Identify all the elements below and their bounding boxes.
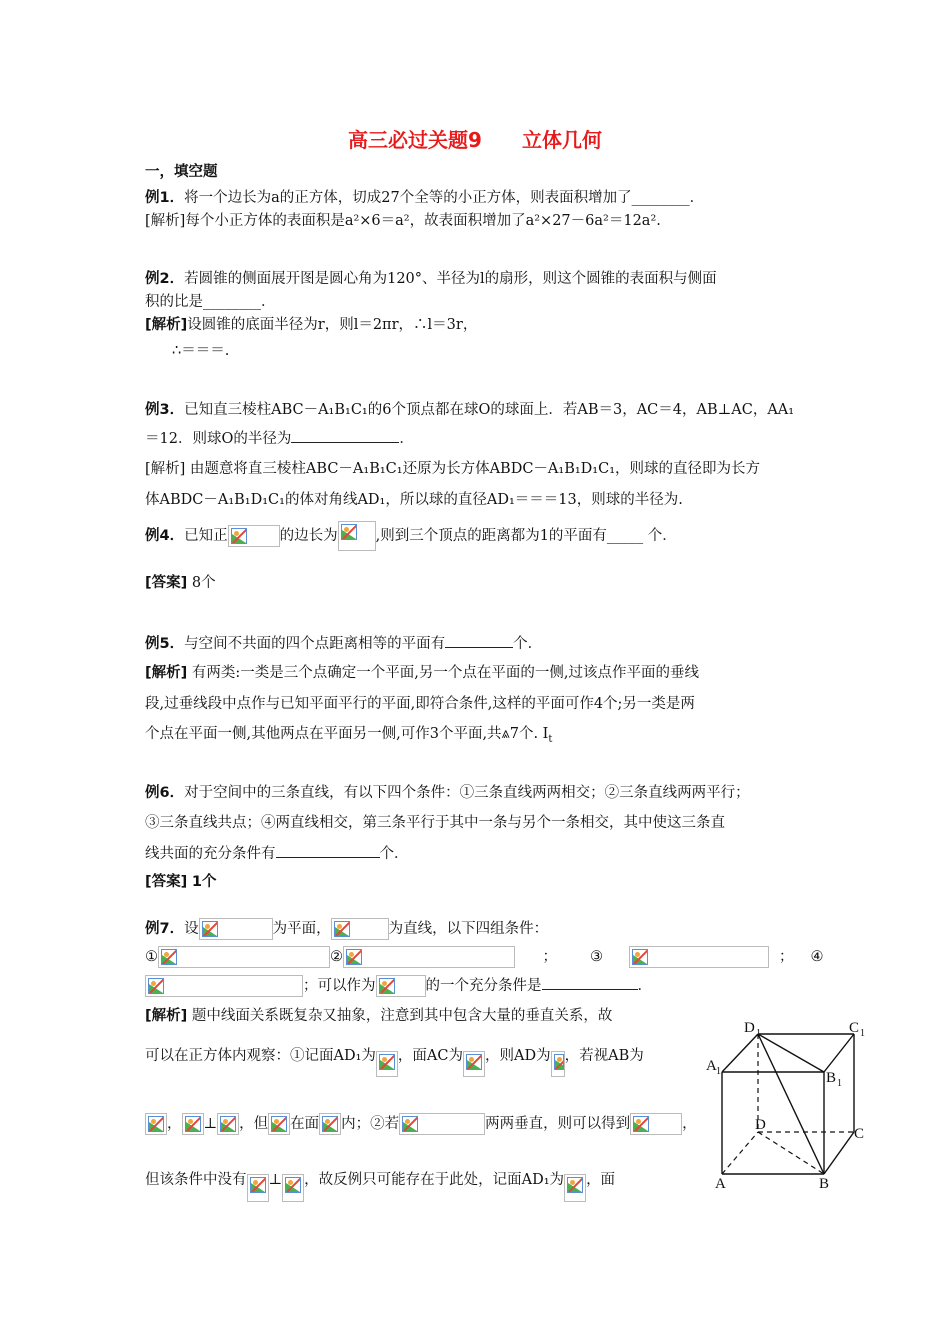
example-3-question-line2 bbox=[145, 428, 414, 449]
label-c: C bbox=[854, 1126, 865, 1142]
example-5-text: 与空间不共面的四个点距离相等的平面有 bbox=[184, 636, 446, 652]
broken-image-icon bbox=[376, 975, 426, 997]
example-7-question-line1 bbox=[145, 918, 548, 940]
cube-diagram bbox=[700, 1010, 880, 1195]
label-c1: C bbox=[849, 1020, 860, 1036]
example-5-solution-text-3: 个点在平面一侧,其他两点在平面另一侧,可作3个平面,共⩓7个. I bbox=[145, 726, 549, 742]
broken-image-icon bbox=[268, 1113, 290, 1135]
subscript: 1 bbox=[860, 1028, 865, 1039]
example-7-text-2: 为平面， bbox=[272, 921, 331, 937]
example-3-text-1: 已知直三棱柱ABC－A₁B₁C₁的6个顶点都在球O的球面上．若AB＝3，AC＝4，AB⊥AC，AA₁ bbox=[184, 402, 795, 418]
broken-image-icon bbox=[629, 946, 769, 968]
solution-label: [解析] bbox=[145, 317, 188, 333]
answer-value: 1个 bbox=[191, 874, 217, 890]
answer-blank bbox=[445, 633, 513, 648]
solution-text: 可以在正方体内观察：①记面AD₁为 bbox=[145, 1048, 376, 1064]
example-2-solution-line2: ∴＝＝＝. bbox=[172, 343, 230, 359]
example-3-question-line1 bbox=[145, 400, 794, 420]
broken-image-icon bbox=[217, 1113, 239, 1135]
example-2-solution-line1 bbox=[145, 315, 477, 335]
example-3-label: 例3． bbox=[145, 402, 185, 418]
answer-value: 8个 bbox=[191, 575, 216, 591]
period: ． bbox=[637, 978, 652, 994]
example-6-question-line3 bbox=[145, 843, 409, 864]
example-4-text-2: 的边长为 bbox=[279, 528, 338, 544]
example-3-solution-line2: 体ABDC－A₁B₁D₁C₁的体对角线AD₁，所以球的直径AD₁＝＝＝13，则球的半径为. bbox=[145, 492, 683, 508]
answer-label: [答案] bbox=[145, 874, 188, 890]
broken-image-icon bbox=[247, 1174, 269, 1202]
example-2-solution-text: 设圆锥的底面半径为r，则l＝2πr，∴l＝3r， bbox=[187, 317, 478, 333]
example-7-text-4: ；可以作为 bbox=[303, 978, 376, 994]
solution-text: 在面 bbox=[290, 1116, 320, 1132]
example-4-text-1: 已知正 bbox=[184, 528, 228, 544]
broken-image-icon bbox=[199, 918, 273, 940]
broken-image-icon bbox=[228, 525, 280, 547]
subscript: t bbox=[548, 733, 553, 745]
perpendicular-symbol: ⊥ bbox=[203, 1116, 218, 1132]
example-6-text-3: 线共面的充分条件有 bbox=[145, 846, 276, 862]
condition-3-marker: ③ bbox=[590, 949, 603, 965]
example-6-question-line2: ③三条直线共点；④两直线相交，第三条平行于其中一条与另个一条相交，其中使这三条直 bbox=[145, 815, 725, 831]
example-7-text-5: 的一个充分条件是 bbox=[425, 978, 542, 994]
example-5-text-end: 个． bbox=[513, 636, 543, 652]
example-5-question bbox=[145, 633, 542, 654]
answer-blank bbox=[542, 975, 638, 990]
example-3-text-2: ＝12．则球O的半径为 bbox=[145, 431, 292, 447]
broken-image-icon bbox=[343, 946, 515, 968]
example-2-question-line2: 积的比是________． bbox=[145, 294, 276, 310]
answer-blank bbox=[291, 428, 399, 443]
semicolon: ； bbox=[779, 949, 794, 965]
example-1-solution: [解析]每个小正方体的表面积是a²×6＝a²，故表面积增加了a²×27－6a²＝12a². bbox=[145, 213, 661, 229]
broken-image-icon bbox=[182, 1113, 204, 1135]
broken-image-icon bbox=[145, 975, 303, 997]
example-6-question-line1 bbox=[145, 783, 750, 803]
example-4-answer bbox=[145, 573, 216, 593]
example-6-answer bbox=[145, 872, 216, 892]
broken-image-icon bbox=[376, 1051, 398, 1077]
solution-text: ，则AD为 bbox=[485, 1048, 551, 1064]
subscript: 1 bbox=[756, 1028, 761, 1039]
example-2-question-line1 bbox=[145, 269, 717, 289]
label-a1: A bbox=[706, 1058, 717, 1074]
example-7-text-3: 为直线，以下四组条件： bbox=[388, 921, 549, 937]
answer-blank bbox=[276, 843, 380, 858]
broken-image-icon bbox=[564, 1174, 586, 1202]
label-d: D bbox=[755, 1117, 766, 1133]
example-7-solution-line4 bbox=[145, 1166, 615, 1194]
semicolon: ； bbox=[542, 949, 557, 965]
label-b1: B bbox=[826, 1070, 837, 1086]
example-5-solution-line1 bbox=[145, 663, 699, 683]
condition-1-marker: ① bbox=[145, 949, 158, 965]
subscript: 1 bbox=[716, 1066, 721, 1077]
solution-label: [解析] bbox=[145, 1008, 188, 1024]
example-5-solution-text-1: 有两类:一类是三个点确定一个平面,另一个点在平面的一侧,过该点作平面的垂线 bbox=[191, 665, 699, 681]
example-3-solution-line1: [解析] 由题意将直三棱柱ABC－A₁B₁C₁还原为长方体ABDC－A₁B₁D₁C₁，则球的直径即为长方 bbox=[145, 461, 761, 477]
page-title: 高三必过关题9 立体几何 bbox=[348, 128, 602, 152]
broken-image-icon bbox=[463, 1051, 485, 1077]
solution-text: ， bbox=[682, 1116, 697, 1132]
example-7-text-1: 设 bbox=[184, 921, 199, 937]
example-2-text-1: 若圆锥的侧面展开图是圆心角为120°、半径为l的扇形，则这个圆锥的表面积与侧面 bbox=[184, 271, 717, 287]
solution-text: ，但 bbox=[239, 1116, 269, 1132]
broken-image-icon bbox=[331, 918, 389, 940]
answer-label: [答案] bbox=[145, 575, 188, 591]
solution-text: ， bbox=[167, 1116, 182, 1132]
broken-image-icon bbox=[399, 1113, 485, 1135]
example-6-text-1: 对于空间中的三条直线，有以下四个条件：①三条直线两两相交；②三条直线两两平行； bbox=[184, 785, 750, 801]
example-5-solution-line2: 段,过垂线段中点作与已知平面平行的平面,即符合条件,这样的平面可作4个;另一类是两 bbox=[145, 696, 695, 712]
example-7-conditions-row1 bbox=[145, 946, 824, 968]
broken-image-icon bbox=[551, 1051, 565, 1077]
perpendicular-symbol: ⊥ bbox=[268, 1172, 283, 1188]
subscript: 1 bbox=[837, 1078, 842, 1089]
example-1-question bbox=[145, 188, 704, 208]
example-6-text-end: 个． bbox=[379, 846, 409, 862]
broken-image-icon bbox=[158, 946, 330, 968]
example-5-label: 例5． bbox=[145, 636, 185, 652]
period: ． bbox=[399, 431, 414, 447]
solution-text: 两两垂直，则可以得到 bbox=[485, 1116, 631, 1132]
solution-text: ，面AC为 bbox=[397, 1048, 463, 1064]
example-7-solution-line2 bbox=[145, 1043, 644, 1069]
solution-text: ，若视AB为 bbox=[564, 1048, 644, 1064]
example-2-label: 例2． bbox=[145, 271, 185, 287]
example-1-label: 例1． bbox=[145, 190, 185, 206]
example-7-question-line3 bbox=[145, 975, 652, 997]
solution-label: [解析] bbox=[145, 665, 188, 681]
example-7-solution-text-1: 题中线面关系既复杂又抽象，注意到其中包含大量的垂直关系，故 bbox=[191, 1008, 613, 1024]
example-7-solution-line1 bbox=[145, 1006, 612, 1026]
label-d1: D bbox=[744, 1020, 755, 1036]
label-b: B bbox=[819, 1176, 830, 1192]
broken-image-icon bbox=[145, 1113, 167, 1135]
condition-4-marker: ④ bbox=[810, 949, 824, 965]
solution-text: ，面 bbox=[586, 1172, 616, 1188]
example-4-label: 例4． bbox=[145, 528, 185, 544]
example-5-solution-line3 bbox=[145, 724, 552, 750]
example-6-label: 例6． bbox=[145, 785, 185, 801]
broken-image-icon bbox=[630, 1113, 682, 1135]
section-heading: 一，填空题 bbox=[145, 164, 218, 180]
solution-text: ，故反例只可能存在于此处，记面AD₁为 bbox=[304, 1172, 565, 1188]
solution-text: 内；②若 bbox=[341, 1116, 400, 1132]
broken-image-icon bbox=[338, 521, 376, 551]
broken-image-icon bbox=[319, 1113, 341, 1135]
example-1-text: 将一个边长为a的正方体，切成27个全等的小正方体，则表面积增加了________． bbox=[184, 190, 705, 206]
label-a: A bbox=[715, 1176, 726, 1192]
example-7-solution-line3 bbox=[145, 1113, 697, 1135]
broken-image-icon bbox=[282, 1174, 304, 1202]
example-4-question bbox=[145, 521, 677, 551]
example-7-label: 例7． bbox=[145, 921, 185, 937]
solution-text: 但该条件中没有 bbox=[145, 1172, 247, 1188]
condition-2-marker: ② bbox=[330, 949, 343, 965]
example-4-text-3: ,则到三个顶点的距离都为1的平面有_____ 个． bbox=[375, 528, 677, 544]
